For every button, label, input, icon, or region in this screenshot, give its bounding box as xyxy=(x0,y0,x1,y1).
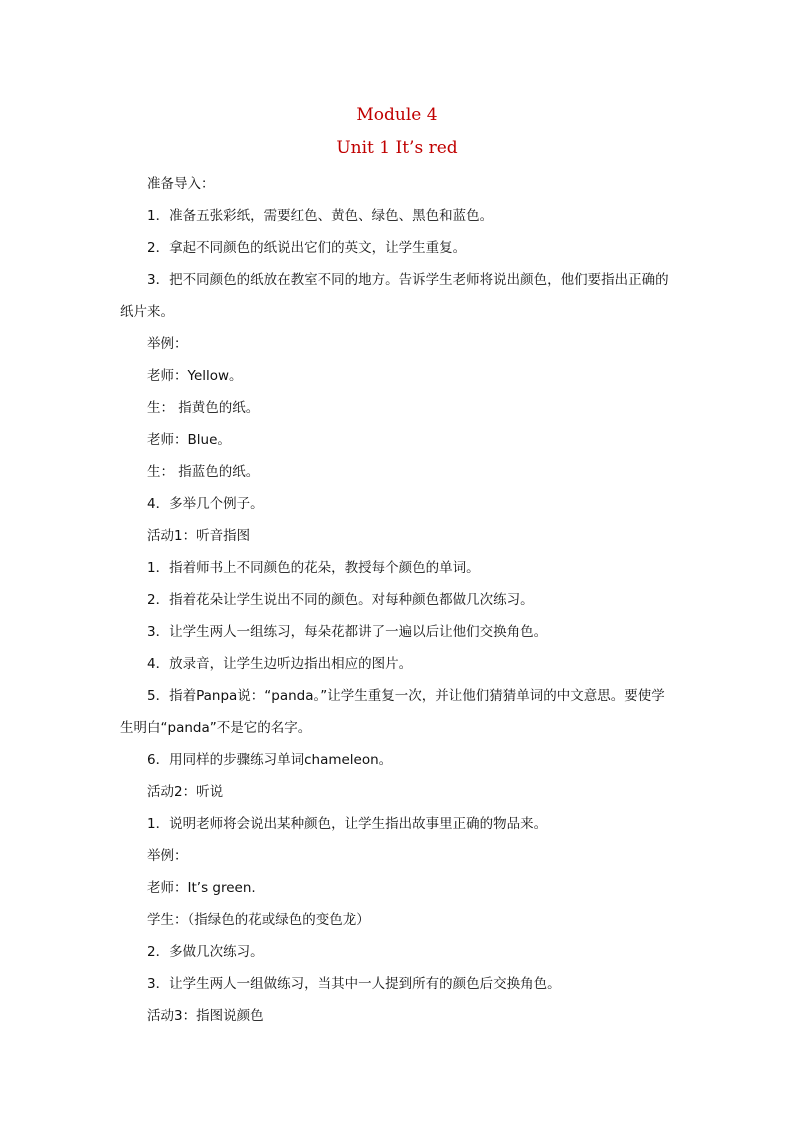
paragraph: 1．说明老师将会说出某种颜色，让学生指出故事里正确的物品来。 xyxy=(147,816,548,832)
module-title: Module 4 xyxy=(356,105,438,125)
paragraph: 4．多举几个例子。 xyxy=(147,496,264,512)
paragraph-example-heading: 举例： xyxy=(147,848,188,864)
paragraph: 1．准备五张彩纸，需要红色、黄色、绿色、黑色和蓝色。 xyxy=(147,208,494,224)
paragraph: 3．让学生两人一组做练习，当其中一人提到所有的颜色后交换角色。 xyxy=(147,976,561,992)
paragraph: 老师：Yellow。 xyxy=(147,368,243,384)
paragraph: 1．指着师书上不同颜色的花朵，教授每个颜色的单词。 xyxy=(147,560,480,576)
document-body xyxy=(120,168,676,1032)
paragraph: 2．拿起不同颜色的纸说出它们的英文，让学生重复。 xyxy=(147,240,467,256)
paragraph: 2．指着花朵让学生说出不同的颜色。对每种颜色都做几次练习。 xyxy=(147,592,534,608)
paragraph: 学生：（指绿色的花或绿色的变色龙） xyxy=(147,912,370,928)
paragraph: 4．放录音，让学生边听边指出相应的图片。 xyxy=(147,656,413,672)
paragraph: 5．指着Panpa说：“panda。”让学生重复一次，并让他们猜猜单词的中文意思。要使学生明白“panda”不是它的名字。 xyxy=(120,688,665,736)
paragraph: 2．多做几次练习。 xyxy=(147,944,264,960)
unit-title: Unit 1 It’s red xyxy=(336,138,458,158)
paragraph-example-heading: 举例： xyxy=(147,336,188,352)
paragraph: 生： 指蓝色的纸。 xyxy=(147,464,260,480)
paragraph: 生： 指黄色的纸。 xyxy=(147,400,260,416)
paragraph: 3．把不同颜色的纸放在教室不同的地方。告诉学生老师将说出颜色，他们要指出正确的纸片来。 xyxy=(120,272,669,320)
paragraph-activity3-heading: 活动3：指图说颜色 xyxy=(147,1008,264,1024)
paragraph-activity1-heading: 活动1：听音指图 xyxy=(147,528,251,544)
paragraph: 老师：It’s green. xyxy=(147,880,256,896)
paragraph-prep-heading: 准备导入： xyxy=(147,176,215,192)
paragraph: 6．用同样的步骤练习单词chameleon。 xyxy=(147,752,393,768)
paragraph: 老师：Blue。 xyxy=(147,432,231,448)
paragraph-activity2-heading: 活动2：听说 xyxy=(147,784,224,800)
paragraph: 3．让学生两人一组练习，每朵花都讲了一遍以后让他们交换角色。 xyxy=(147,624,548,640)
